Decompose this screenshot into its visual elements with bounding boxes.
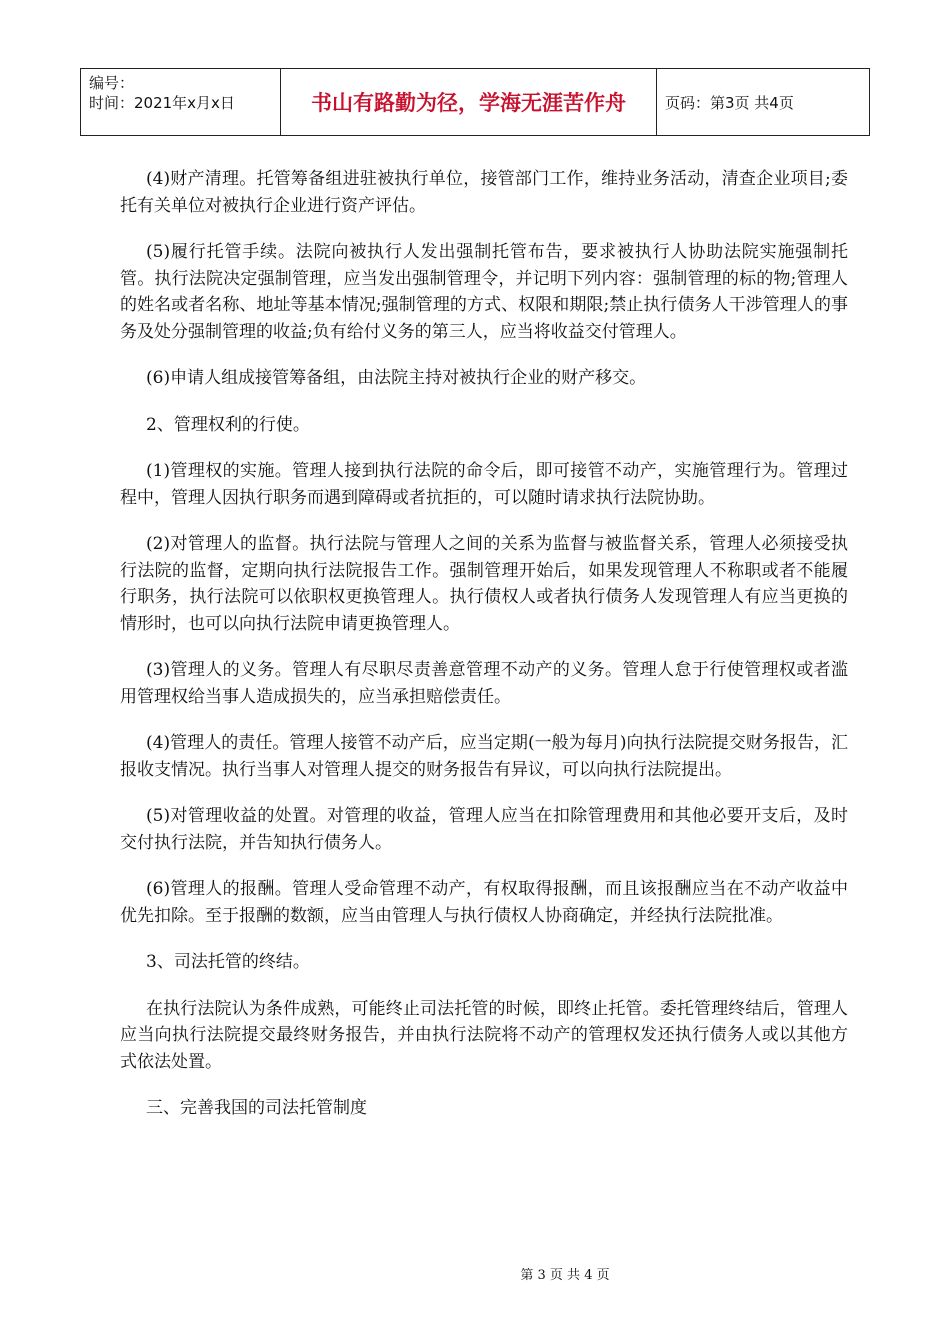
paragraph: (4)财产清理。托管筹备组进驻被执行单位，接管部门工作，维持业务活动，清查企业项目;委托有关单位对被执行企业进行资产评估。 — [120, 169, 848, 216]
header-motto: 书山有路勤为径，学海无涯苦作舟 — [281, 69, 657, 135]
document-time-label: 时间：2021年x月x日 — [89, 94, 235, 112]
page-footer: 第 3 页 共 4 页 — [520, 1268, 610, 1283]
header-page-label: 页码：第3页 共4页 — [665, 93, 794, 112]
page-header — [80, 68, 870, 136]
paragraph: (5)履行托管手续。法院向被执行人发出强制托管布告，要求被执行人协助法院实施强制托管。执行法院决定强制管理，应当发出强制管理令，并记明下列内容：强制管理的标的物;管理人的姓名或者名称、地址等基本情况;强制管理的方式、权限和期限;禁止执行债务人干涉管理人的事务及处分强制管理的收益;负有给付义务的第三人，应当将收益交付管理人。 — [120, 242, 848, 342]
paragraph: (5)对管理收益的处置。对管理的收益，管理人应当在扣除管理费用和其他必要开支后，及时交付执行法院，并告知执行债务人。 — [120, 806, 848, 853]
section-heading: 3、司法托管的终结。 — [146, 952, 310, 972]
section-heading: 2、管理权利的行使。 — [146, 414, 310, 435]
paragraph: (1)管理权的实施。管理人接到执行法院的命令后，即可接管不动产，实施管理行为。管理过程中，管理人因执行职务而遇到障碍或者抗拒的，可以随时请求执行法院协助。 — [120, 461, 848, 508]
document-body — [120, 166, 848, 1142]
paragraph: 在执行法院认为条件成熟，可能终止司法托管的时候，即终止托管。委托管理终结后，管理人应当向执行法院提交最终财务报告，并由执行法院将不动产的管理权发还执行债务人或以其他方式依法处置。 — [120, 998, 848, 1072]
paragraph: (2)对管理人的监督。执行法院与管理人之间的关系为监督与被监督关系，管理人必须接受执行法院的监督，定期向执行法院报告工作。强制管理开始后，如果发现管理人不称职或者不能履行职务，执行法院可以依职权更换管理人。执行债权人或者执行债务人发现管理人有应当更换的情形时，也可以向执行法院申请更换管理人。 — [120, 534, 848, 634]
paragraph: (6)管理人的报酬。管理人受命管理不动产，有权取得报酬，而且该报酬应当在不动产收益中优先扣除。至于报酬的数额，应当由管理人与执行债权人协商确定，并经执行法院批准。 — [120, 879, 848, 926]
document-number-label: 编号： — [89, 74, 135, 92]
paragraph: (4)管理人的责任。管理人接管不动产后，应当定期(一般为每月)向执行法院提交财务报告，汇报收支情况。执行当事人对管理人提交的财务报告有异议，可以向执行法院提出。 — [120, 733, 848, 780]
paragraph: (3)管理人的义务。管理人有尽职尽责善意管理不动产的义务。管理人怠于行使管理权或者滥用管理权给当事人造成损失的，应当承担赔偿责任。 — [120, 660, 848, 707]
section-heading: 三、完善我国的司法托管制度 — [146, 1098, 367, 1118]
header-left-cell — [81, 69, 281, 135]
paragraph: (6)申请人组成接管筹备组，由法院主持对被执行企业的财产移交。 — [146, 368, 647, 388]
